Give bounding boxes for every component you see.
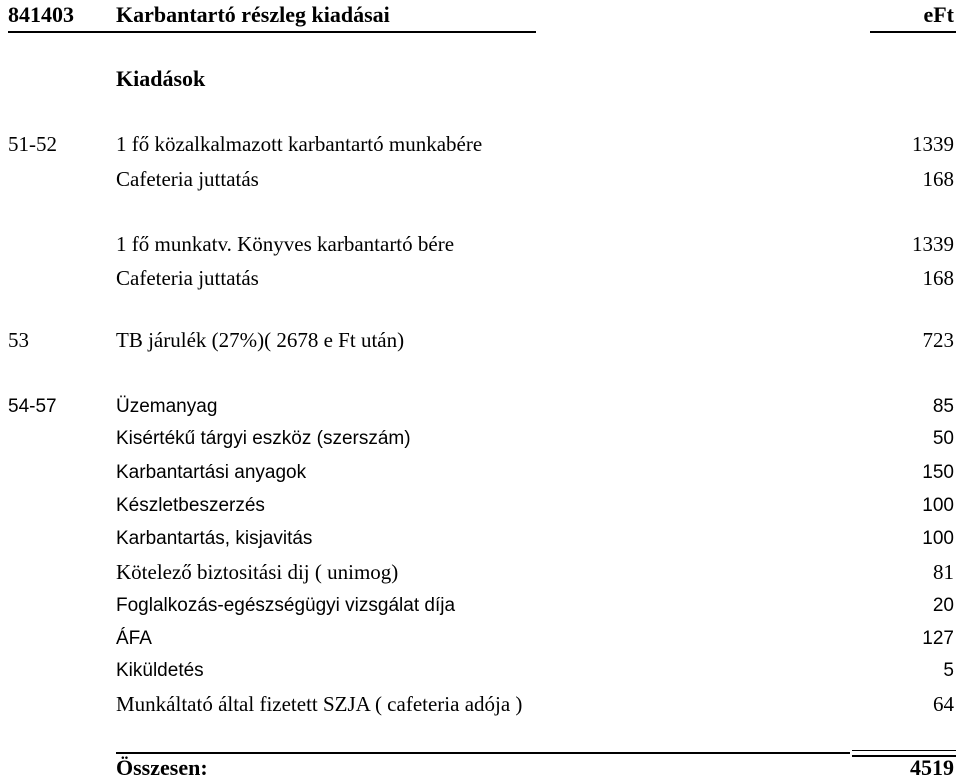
row-label: Foglalkozás-egészségügyi vizsgálat díja (116, 595, 456, 616)
currency-unit: eFt (923, 2, 954, 27)
row-amount: 1339 (912, 132, 954, 156)
row-label: Kiküldetés (116, 660, 204, 681)
row-amount: 20 (932, 595, 954, 616)
row-label: Karbantartási anyagok (116, 462, 307, 483)
account-code: 841403 (8, 2, 74, 27)
row-label: Kisértékű tárgyi eszköz (szerszám) (116, 428, 411, 449)
table-row (0, 625, 960, 653)
table-row (0, 264, 960, 292)
row-label: Karbantartás, kisjavitás (116, 528, 313, 549)
row-amount: 723 (922, 328, 954, 352)
row-amount: 100 (922, 528, 954, 549)
table-row (0, 592, 960, 620)
row-label: ÁFA (116, 628, 152, 649)
row-amount: 64 (933, 692, 954, 716)
total-rule (116, 752, 850, 754)
table-row (0, 230, 960, 258)
row-amount: 100 (922, 495, 954, 516)
row-amount: 50 (932, 428, 954, 449)
table-row (0, 165, 960, 193)
row-label: TB járulék (27%)( 2678 e Ft után) (116, 328, 405, 352)
row-amount: 5 (943, 660, 954, 681)
row-amount: 81 (933, 560, 954, 584)
row-code: 51-52 (8, 132, 57, 156)
row-label: Cafeteria juttatás (116, 266, 259, 290)
row-label: Kötelező biztositási dij ( unimog) (116, 560, 399, 584)
table-row (0, 558, 960, 586)
total-label: Összesen: (116, 755, 208, 780)
section-title: Kiadások (116, 66, 206, 91)
row-amount: 1339 (912, 232, 954, 256)
row-label: 1 fő közalkalmazott karbantartó munkabére (116, 132, 483, 156)
header-underline (8, 31, 536, 33)
table-row (0, 459, 960, 487)
row-code: 54-57 (8, 396, 57, 417)
row-label: Üzemanyag (116, 396, 218, 417)
row-label: 1 fő munkatv. Könyves karbantartó bére (116, 232, 455, 256)
table-row (0, 690, 960, 718)
row-amount: 150 (922, 462, 954, 483)
row-amount: 127 (922, 628, 954, 649)
table-row (0, 130, 960, 158)
row-amount: 85 (932, 396, 954, 417)
row-amount: 168 (922, 266, 954, 290)
row-code: 53 (8, 328, 29, 352)
total-amount: 4519 (910, 755, 954, 780)
row-label: Készletbeszerzés (116, 495, 265, 516)
row-amount: 168 (922, 167, 954, 191)
table-row (0, 393, 960, 421)
row-label: Cafeteria juttatás (116, 167, 259, 191)
table-row (0, 525, 960, 553)
page-title: Karbantartó részleg kiadásai (116, 2, 390, 27)
table-row (0, 326, 960, 354)
table-row (0, 657, 960, 685)
table-row (0, 492, 960, 520)
table-row (0, 425, 960, 453)
total-double-rule-top (852, 750, 956, 751)
row-label: Munkáltató által fizetett SZJA ( cafeteria adója ) (116, 692, 523, 716)
unit-underline (870, 31, 956, 33)
